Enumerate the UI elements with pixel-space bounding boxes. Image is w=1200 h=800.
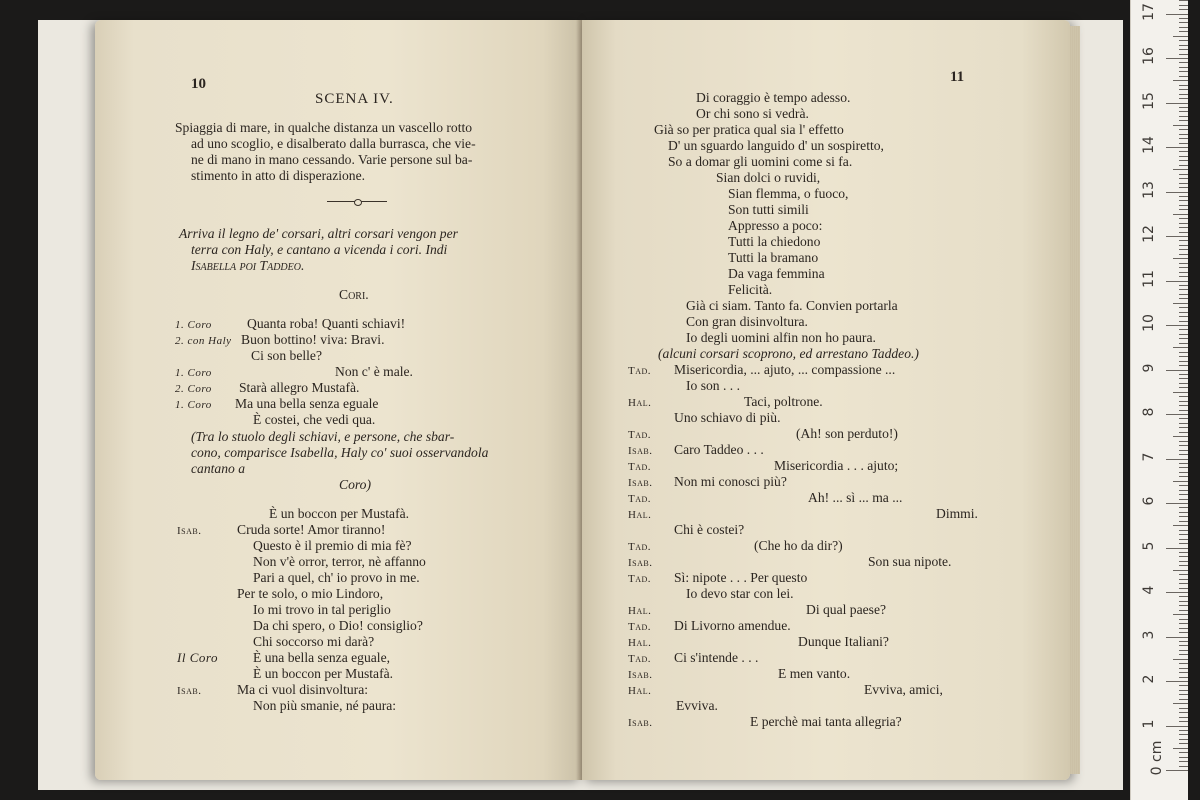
ruler-tick bbox=[1179, 463, 1188, 464]
ruler-tick bbox=[1179, 67, 1188, 68]
speaker-label: Tad. bbox=[628, 541, 652, 553]
ruler-tick bbox=[1179, 98, 1188, 99]
verse-line: D' un sguardo languido d' un sospiretto, bbox=[668, 138, 884, 153]
ruler-label: 13 bbox=[1141, 180, 1157, 199]
right-page bbox=[582, 20, 1070, 780]
ruler-tick bbox=[1173, 436, 1188, 437]
speaker-label: 1. Coro bbox=[175, 399, 212, 411]
verse-line: Non v'è orror, terror, nè affanno bbox=[253, 554, 426, 569]
ruler-tick bbox=[1179, 294, 1188, 295]
ruler-tick bbox=[1179, 89, 1188, 90]
ruler-tick bbox=[1179, 516, 1188, 517]
ruler-tick bbox=[1179, 200, 1188, 201]
speaker-label: Tad. bbox=[628, 461, 652, 473]
page-edges bbox=[1070, 26, 1080, 774]
stage-direction-line: cantano a bbox=[191, 461, 245, 476]
verse-line: Non c' è male. bbox=[335, 364, 413, 379]
ruler-tick bbox=[1166, 592, 1188, 593]
speaker-label: Isab. bbox=[177, 525, 202, 537]
ruler-tick bbox=[1166, 236, 1188, 237]
ruler-tick bbox=[1173, 481, 1188, 482]
ruler-tick bbox=[1179, 623, 1188, 624]
ruler-tick bbox=[1179, 610, 1188, 611]
verse-line: Appresso a poco: bbox=[728, 218, 823, 233]
verse-line: Di qual paese? bbox=[806, 602, 887, 617]
ruler-tick bbox=[1179, 240, 1188, 241]
verse-line: È un boccon per Mustafà. bbox=[269, 506, 410, 521]
ruler-tick bbox=[1179, 76, 1188, 77]
speaker-label: Isab. bbox=[628, 717, 653, 729]
ruler-tick bbox=[1179, 245, 1188, 246]
ruler-label: 15 bbox=[1141, 91, 1157, 110]
verse-line: Cruda sorte! Amor tiranno! bbox=[237, 522, 386, 537]
ruler-tick bbox=[1179, 352, 1188, 353]
stage-direction-line: cono, comparisce Isabella, Haly co' suoi osservandola bbox=[191, 445, 489, 460]
ruler-tick bbox=[1179, 507, 1188, 508]
speaker-label: Hal. bbox=[628, 509, 652, 521]
ruler-label: 3 bbox=[1141, 630, 1157, 639]
ruler-tick bbox=[1179, 405, 1188, 406]
verse-line: Dimmi. bbox=[936, 506, 978, 521]
ruler-tick bbox=[1179, 223, 1188, 224]
ruler-tick bbox=[1173, 303, 1188, 304]
ruler-tick bbox=[1166, 459, 1188, 460]
page-number: 11 bbox=[950, 69, 965, 85]
ruler-tick bbox=[1179, 40, 1188, 41]
ruler-tick bbox=[1166, 58, 1188, 59]
ruler-tick bbox=[1179, 694, 1188, 695]
verse-line: Tutti la chiedono bbox=[728, 234, 821, 249]
speaker-label: 2. con Haly bbox=[175, 335, 232, 347]
ruler-tick bbox=[1166, 548, 1188, 549]
ruler-tick bbox=[1179, 499, 1188, 500]
ruler-tick bbox=[1179, 285, 1188, 286]
ruler-tick bbox=[1179, 0, 1188, 1]
verse-line: Son tutti simili bbox=[728, 202, 809, 217]
ruler-label: 4 bbox=[1141, 585, 1157, 595]
ruler-tick bbox=[1179, 410, 1188, 411]
ruler-tick bbox=[1179, 534, 1188, 535]
ruler-tick bbox=[1179, 22, 1188, 23]
ruler-tick bbox=[1179, 321, 1188, 322]
ruler-tick bbox=[1179, 757, 1188, 758]
ruler-tick bbox=[1179, 267, 1188, 268]
verse-line: Uno schiavo di più. bbox=[674, 410, 781, 425]
verse-line: Per te solo, o mio Lindoro, bbox=[237, 586, 384, 601]
stage-direction-line: (Tra lo stuolo degli schiavi, e persone, che sbar- bbox=[191, 429, 455, 444]
ruler-tick bbox=[1179, 111, 1188, 112]
stage-direction-line: Coro) bbox=[339, 477, 371, 492]
speaker-label: 2. Coro bbox=[175, 383, 212, 395]
ruler-tick bbox=[1179, 645, 1188, 646]
ruler-tick bbox=[1179, 690, 1188, 691]
ruler-tick bbox=[1179, 205, 1188, 206]
ruler-tick bbox=[1179, 628, 1188, 629]
ruler-tick bbox=[1179, 685, 1188, 686]
ruler-tick bbox=[1179, 85, 1188, 86]
measuring-ruler bbox=[1130, 0, 1188, 800]
ruler-tick bbox=[1179, 739, 1188, 740]
ruler-tick bbox=[1179, 116, 1188, 117]
verse-line: È un boccon per Mustafà. bbox=[253, 666, 394, 681]
ruler-tick bbox=[1179, 129, 1188, 130]
ruler-tick bbox=[1179, 596, 1188, 597]
ruler-tick bbox=[1179, 699, 1188, 700]
ruler-tick bbox=[1179, 552, 1188, 553]
ruler-tick bbox=[1179, 338, 1188, 339]
ruler-tick bbox=[1166, 192, 1188, 193]
verse-line: Or chi sono si vedrà. bbox=[696, 106, 809, 121]
verse-line: Quanta roba! Quanti schiavi! bbox=[247, 316, 406, 331]
ruler-tick bbox=[1179, 579, 1188, 580]
verse-line: Io devo star con lei. bbox=[686, 586, 794, 601]
ruler-tick bbox=[1173, 347, 1188, 348]
ruler-tick bbox=[1179, 138, 1188, 139]
verse-line: È una bella senza eguale, bbox=[253, 650, 390, 665]
ruler-tick bbox=[1179, 254, 1188, 255]
verse-line: Taci, poltrone. bbox=[744, 394, 823, 409]
ruler-tick bbox=[1179, 27, 1188, 28]
verse-line: So a domar gli uomini come si fa. bbox=[668, 154, 853, 169]
ruler-tick bbox=[1166, 325, 1188, 326]
ruler-label: 12 bbox=[1141, 225, 1157, 243]
verse-line: Chi soccorso mi darà? bbox=[253, 634, 375, 649]
ruler-tick bbox=[1179, 151, 1188, 152]
ruler-tick bbox=[1166, 726, 1188, 727]
ruler-label: 6 bbox=[1141, 496, 1157, 506]
ruler-tick bbox=[1179, 227, 1188, 228]
ruler-tick bbox=[1179, 62, 1188, 63]
verse-line: Caro Taddeo . . . bbox=[674, 442, 764, 457]
verse-line: Con gran disinvoltura. bbox=[686, 314, 808, 329]
ruler-tick bbox=[1179, 31, 1188, 32]
ruler-tick bbox=[1179, 565, 1188, 566]
ruler-tick bbox=[1179, 654, 1188, 655]
ruler-tick bbox=[1179, 668, 1188, 669]
ruler-tick bbox=[1166, 503, 1188, 504]
ruler-tick bbox=[1179, 708, 1188, 709]
ruler-tick bbox=[1179, 178, 1188, 179]
ruler-tick bbox=[1166, 103, 1188, 104]
verse-line: Di Livorno amendue. bbox=[674, 618, 791, 633]
speaker-label: Hal. bbox=[628, 605, 652, 617]
ruler-tick bbox=[1179, 454, 1188, 455]
ruler-tick bbox=[1179, 361, 1188, 362]
speaker-label: Tad. bbox=[628, 429, 652, 441]
ruler-tick bbox=[1179, 450, 1188, 451]
verse-line: Dunque Italiani? bbox=[798, 634, 889, 649]
ruler-tick bbox=[1179, 272, 1188, 273]
page-number: 10 bbox=[191, 76, 206, 92]
stage-direction-line: Arriva il legno de' corsari, altri corsari vengon per bbox=[179, 226, 458, 241]
verse-line: Misericordia, ... ajuto, ... compassione ... bbox=[674, 362, 896, 377]
verse-line: Ma una bella senza eguale bbox=[235, 396, 379, 411]
ruler-tick bbox=[1173, 169, 1188, 170]
ruler-tick bbox=[1166, 637, 1188, 638]
ruler-tick bbox=[1179, 45, 1188, 46]
ruler-tick bbox=[1166, 281, 1188, 282]
speaker-label: Tad. bbox=[628, 493, 652, 505]
ruler-tick bbox=[1179, 232, 1188, 233]
speaker-label: Tad. bbox=[628, 573, 652, 585]
ruler-tick bbox=[1179, 263, 1188, 264]
ruler-tick bbox=[1179, 249, 1188, 250]
ruler-tick bbox=[1179, 383, 1188, 384]
ruler-tick bbox=[1179, 423, 1188, 424]
ruler-tick bbox=[1179, 641, 1188, 642]
ruler-label: 7 bbox=[1141, 452, 1157, 461]
verse-line: Non mi conosci più? bbox=[674, 474, 787, 489]
verse-line: Ma ci vuol disinvoltura: bbox=[237, 682, 369, 697]
ruler-tick bbox=[1179, 766, 1188, 767]
speaker-label: 1. Coro bbox=[175, 367, 212, 379]
ruler-label: 1 bbox=[1141, 719, 1157, 728]
verse-line: Di coraggio è tempo adesso. bbox=[696, 90, 851, 105]
ruler-label: 2 bbox=[1141, 674, 1157, 684]
speaker-label: Hal. bbox=[628, 397, 652, 409]
ruler-tick bbox=[1179, 543, 1188, 544]
ruler-tick bbox=[1179, 752, 1188, 753]
speaker-label: Isab. bbox=[628, 669, 653, 681]
ruler-label: 11 bbox=[1141, 269, 1157, 288]
ruler-tick bbox=[1179, 174, 1188, 175]
ruler-tick bbox=[1173, 525, 1188, 526]
ruler-tick bbox=[1179, 49, 1188, 50]
speaker-label: Il Coro bbox=[177, 650, 218, 665]
verse-line: E men vanto. bbox=[778, 666, 851, 681]
ruler-tick bbox=[1179, 9, 1188, 10]
ruler-tick bbox=[1179, 54, 1188, 55]
ruler-tick bbox=[1179, 378, 1188, 379]
verse-line: (Che ho da dir?) bbox=[754, 538, 843, 553]
ruler-tick bbox=[1179, 441, 1188, 442]
ruler-tick bbox=[1179, 521, 1188, 522]
ruler-tick bbox=[1179, 343, 1188, 344]
verse-line: Io son . . . bbox=[686, 378, 740, 393]
speaker-label: Hal. bbox=[628, 637, 652, 649]
ruler-tick bbox=[1179, 160, 1188, 161]
ruler-tick bbox=[1179, 316, 1188, 317]
verse-line: Sian flemma, o fuoco, bbox=[728, 186, 849, 201]
ruler-tick bbox=[1179, 387, 1188, 388]
ruler-tick bbox=[1173, 80, 1188, 81]
verse-line: Io mi trovo in tal periglio bbox=[253, 602, 391, 617]
ruler-label: 10 bbox=[1141, 314, 1157, 332]
verse-line: Buon bottino! viva: Bravi. bbox=[241, 332, 385, 347]
ruler-tick bbox=[1179, 94, 1188, 95]
ruler-tick bbox=[1179, 632, 1188, 633]
ruler-tick bbox=[1179, 298, 1188, 299]
ruler-tick bbox=[1179, 743, 1188, 744]
ruler-tick bbox=[1166, 370, 1188, 371]
ruler-tick bbox=[1179, 512, 1188, 513]
verse-line: Felicità. bbox=[728, 282, 773, 297]
verse-line: Pari a quel, ch' io provo in me. bbox=[253, 570, 420, 585]
ruler-tick bbox=[1179, 672, 1188, 673]
ruler-tick bbox=[1179, 418, 1188, 419]
ruler-tick bbox=[1179, 183, 1188, 184]
ruler-tick bbox=[1179, 143, 1188, 144]
ruler-tick bbox=[1179, 485, 1188, 486]
ruler-tick bbox=[1179, 196, 1188, 197]
ruler-tick bbox=[1179, 218, 1188, 219]
ruler-tick bbox=[1179, 619, 1188, 620]
ruler-tick bbox=[1179, 209, 1188, 210]
ruler-tick bbox=[1179, 356, 1188, 357]
ornamental-divider bbox=[327, 199, 387, 205]
verse-line: (Ah! son perduto!) bbox=[796, 426, 898, 441]
stage-direction-line: Isabella poi Taddeo. bbox=[191, 258, 305, 273]
verse-line: Già so per pratica qual sia l' effetto bbox=[654, 122, 844, 137]
ruler-tick bbox=[1179, 539, 1188, 540]
ruler-tick bbox=[1179, 134, 1188, 135]
stage-direction-line: (alcuni corsari scoprono, ed arrestano Taddeo.) bbox=[658, 346, 919, 361]
verse-line: È costei, che vedi qua. bbox=[253, 412, 376, 427]
ruler-tick bbox=[1179, 276, 1188, 277]
ruler-tick bbox=[1179, 187, 1188, 188]
ruler-tick bbox=[1179, 650, 1188, 651]
speaker-label: Isab. bbox=[177, 685, 202, 697]
verse-line: Starà allegro Mustafà. bbox=[239, 380, 360, 395]
stage-direction-line: terra con Haly, e cantano a vicenda i cori. Indi bbox=[191, 242, 448, 257]
ruler-tick bbox=[1179, 601, 1188, 602]
setting-line: stimento in atto di disperazione. bbox=[191, 168, 366, 183]
ruler-tick bbox=[1179, 289, 1188, 290]
verse-line: Misericordia . . . ajuto; bbox=[774, 458, 899, 473]
ruler-label: 14 bbox=[1141, 136, 1157, 154]
verse-line: Chi è costei? bbox=[674, 522, 745, 537]
ruler-tick bbox=[1173, 392, 1188, 393]
ruler-tick bbox=[1179, 445, 1188, 446]
ruler-tick bbox=[1179, 605, 1188, 606]
verse-line: Da vaga femmina bbox=[728, 266, 825, 281]
verse-line: Tutti la bramano bbox=[728, 250, 819, 265]
ruler-tick bbox=[1173, 36, 1188, 37]
ruler-tick bbox=[1179, 712, 1188, 713]
ruler-tick bbox=[1179, 561, 1188, 562]
verse-line: Sian dolci o ruvidi, bbox=[716, 170, 821, 185]
ruler-tick bbox=[1179, 71, 1188, 72]
ruler-tick bbox=[1179, 18, 1188, 19]
ruler-label: 5 bbox=[1141, 541, 1157, 550]
ruler-tick bbox=[1179, 5, 1188, 6]
ruler-tick bbox=[1179, 432, 1188, 433]
ruler-tick bbox=[1179, 329, 1188, 330]
ruler-tick bbox=[1179, 427, 1188, 428]
speaker-label: Tad. bbox=[628, 365, 652, 377]
left-page bbox=[95, 20, 582, 780]
speaker-label: Isab. bbox=[628, 557, 653, 569]
verse-line: Son sua nipote. bbox=[868, 554, 952, 569]
speaker-label: Isab. bbox=[628, 477, 653, 489]
ruler-tick bbox=[1179, 156, 1188, 157]
ruler-tick bbox=[1179, 334, 1188, 335]
verse-line: Da chi spero, o Dio! consiglio? bbox=[253, 618, 423, 633]
ruler-tick bbox=[1179, 165, 1188, 166]
speaker-label: Hal. bbox=[628, 685, 652, 697]
ruler-tick bbox=[1179, 730, 1188, 731]
ruler-tick bbox=[1173, 614, 1188, 615]
setting-line: Spiaggia di mare, in qualche distanza un vascello rotto bbox=[175, 120, 473, 135]
setting-line: ne di mano in mano cessando. Varie persone sul ba- bbox=[191, 152, 473, 167]
ruler-tick bbox=[1173, 703, 1188, 704]
ruler-tick bbox=[1179, 588, 1188, 589]
verse-line: Evviva, amici, bbox=[864, 682, 943, 697]
ruler-tick bbox=[1179, 120, 1188, 121]
ruler-tick bbox=[1179, 494, 1188, 495]
ruler-label: 16 bbox=[1141, 47, 1157, 65]
verse-line: Non più smanie, né paura: bbox=[253, 698, 397, 713]
ruler-tick bbox=[1179, 307, 1188, 308]
verse-line: E perchè mai tanta allegria? bbox=[750, 714, 902, 729]
ruler-tick bbox=[1166, 681, 1188, 682]
scene-title: SCENA IV. bbox=[315, 91, 394, 107]
verse-line: Ci son belle? bbox=[251, 348, 322, 363]
ruler-tick bbox=[1179, 396, 1188, 397]
ruler-tick bbox=[1173, 214, 1188, 215]
verse-line: Ci s'intende . . . bbox=[674, 650, 759, 665]
verse-line: Già ci siam. Tanto fa. Convien portarla bbox=[686, 298, 898, 313]
ruler-tick bbox=[1173, 748, 1188, 749]
ruler-tick bbox=[1173, 570, 1188, 571]
ruler-tick bbox=[1179, 312, 1188, 313]
verse-line: Io degli uomini alfin non ho paura. bbox=[686, 330, 876, 345]
ruler-tick bbox=[1179, 717, 1188, 718]
ruler-tick bbox=[1179, 663, 1188, 664]
ruler-tick bbox=[1166, 414, 1188, 415]
ruler-tick bbox=[1179, 761, 1188, 762]
ruler-tick bbox=[1166, 770, 1188, 771]
ruler-tick bbox=[1179, 556, 1188, 557]
ruler-tick bbox=[1179, 472, 1188, 473]
ruler-tick bbox=[1179, 374, 1188, 375]
ruler-tick bbox=[1173, 125, 1188, 126]
speaker-label: Tad. bbox=[628, 621, 652, 633]
ruler-label: 17 bbox=[1141, 2, 1157, 21]
ruler-tick bbox=[1179, 490, 1188, 491]
verse-line: Ah! ... sì ... ma ... bbox=[808, 490, 903, 505]
ruler-tick bbox=[1179, 677, 1188, 678]
ruler-tick bbox=[1179, 574, 1188, 575]
speaker-label: Isab. bbox=[628, 445, 653, 457]
ruler-label: 8 bbox=[1141, 407, 1157, 417]
ruler-tick bbox=[1179, 107, 1188, 108]
ruler-tick bbox=[1179, 721, 1188, 722]
speaker-label: 1. Coro bbox=[175, 319, 212, 331]
speaker-label: Tad. bbox=[628, 653, 652, 665]
ruler-tick bbox=[1179, 467, 1188, 468]
verse-line: Questo è il premio di mia fè? bbox=[253, 538, 412, 553]
ruler-tick bbox=[1179, 476, 1188, 477]
ruler-tick bbox=[1166, 147, 1188, 148]
verse-line: Sì: nipote . . . Per questo bbox=[674, 570, 808, 585]
ruler-tick bbox=[1179, 365, 1188, 366]
ruler-tick bbox=[1179, 583, 1188, 584]
setting-line: ad uno scoglio, e disalberato dalla burrasca, che vie- bbox=[191, 136, 476, 151]
ruler-tick bbox=[1179, 401, 1188, 402]
cori-heading: Cori. bbox=[339, 287, 369, 302]
ruler-label: 0 cm bbox=[1149, 740, 1165, 776]
ruler-tick bbox=[1179, 734, 1188, 735]
ruler-tick bbox=[1173, 659, 1188, 660]
ruler-tick bbox=[1173, 258, 1188, 259]
ruler-label: 9 bbox=[1141, 363, 1157, 372]
verse-line: Evviva. bbox=[676, 698, 718, 713]
ruler-tick bbox=[1166, 14, 1188, 15]
ruler-tick bbox=[1179, 530, 1188, 531]
